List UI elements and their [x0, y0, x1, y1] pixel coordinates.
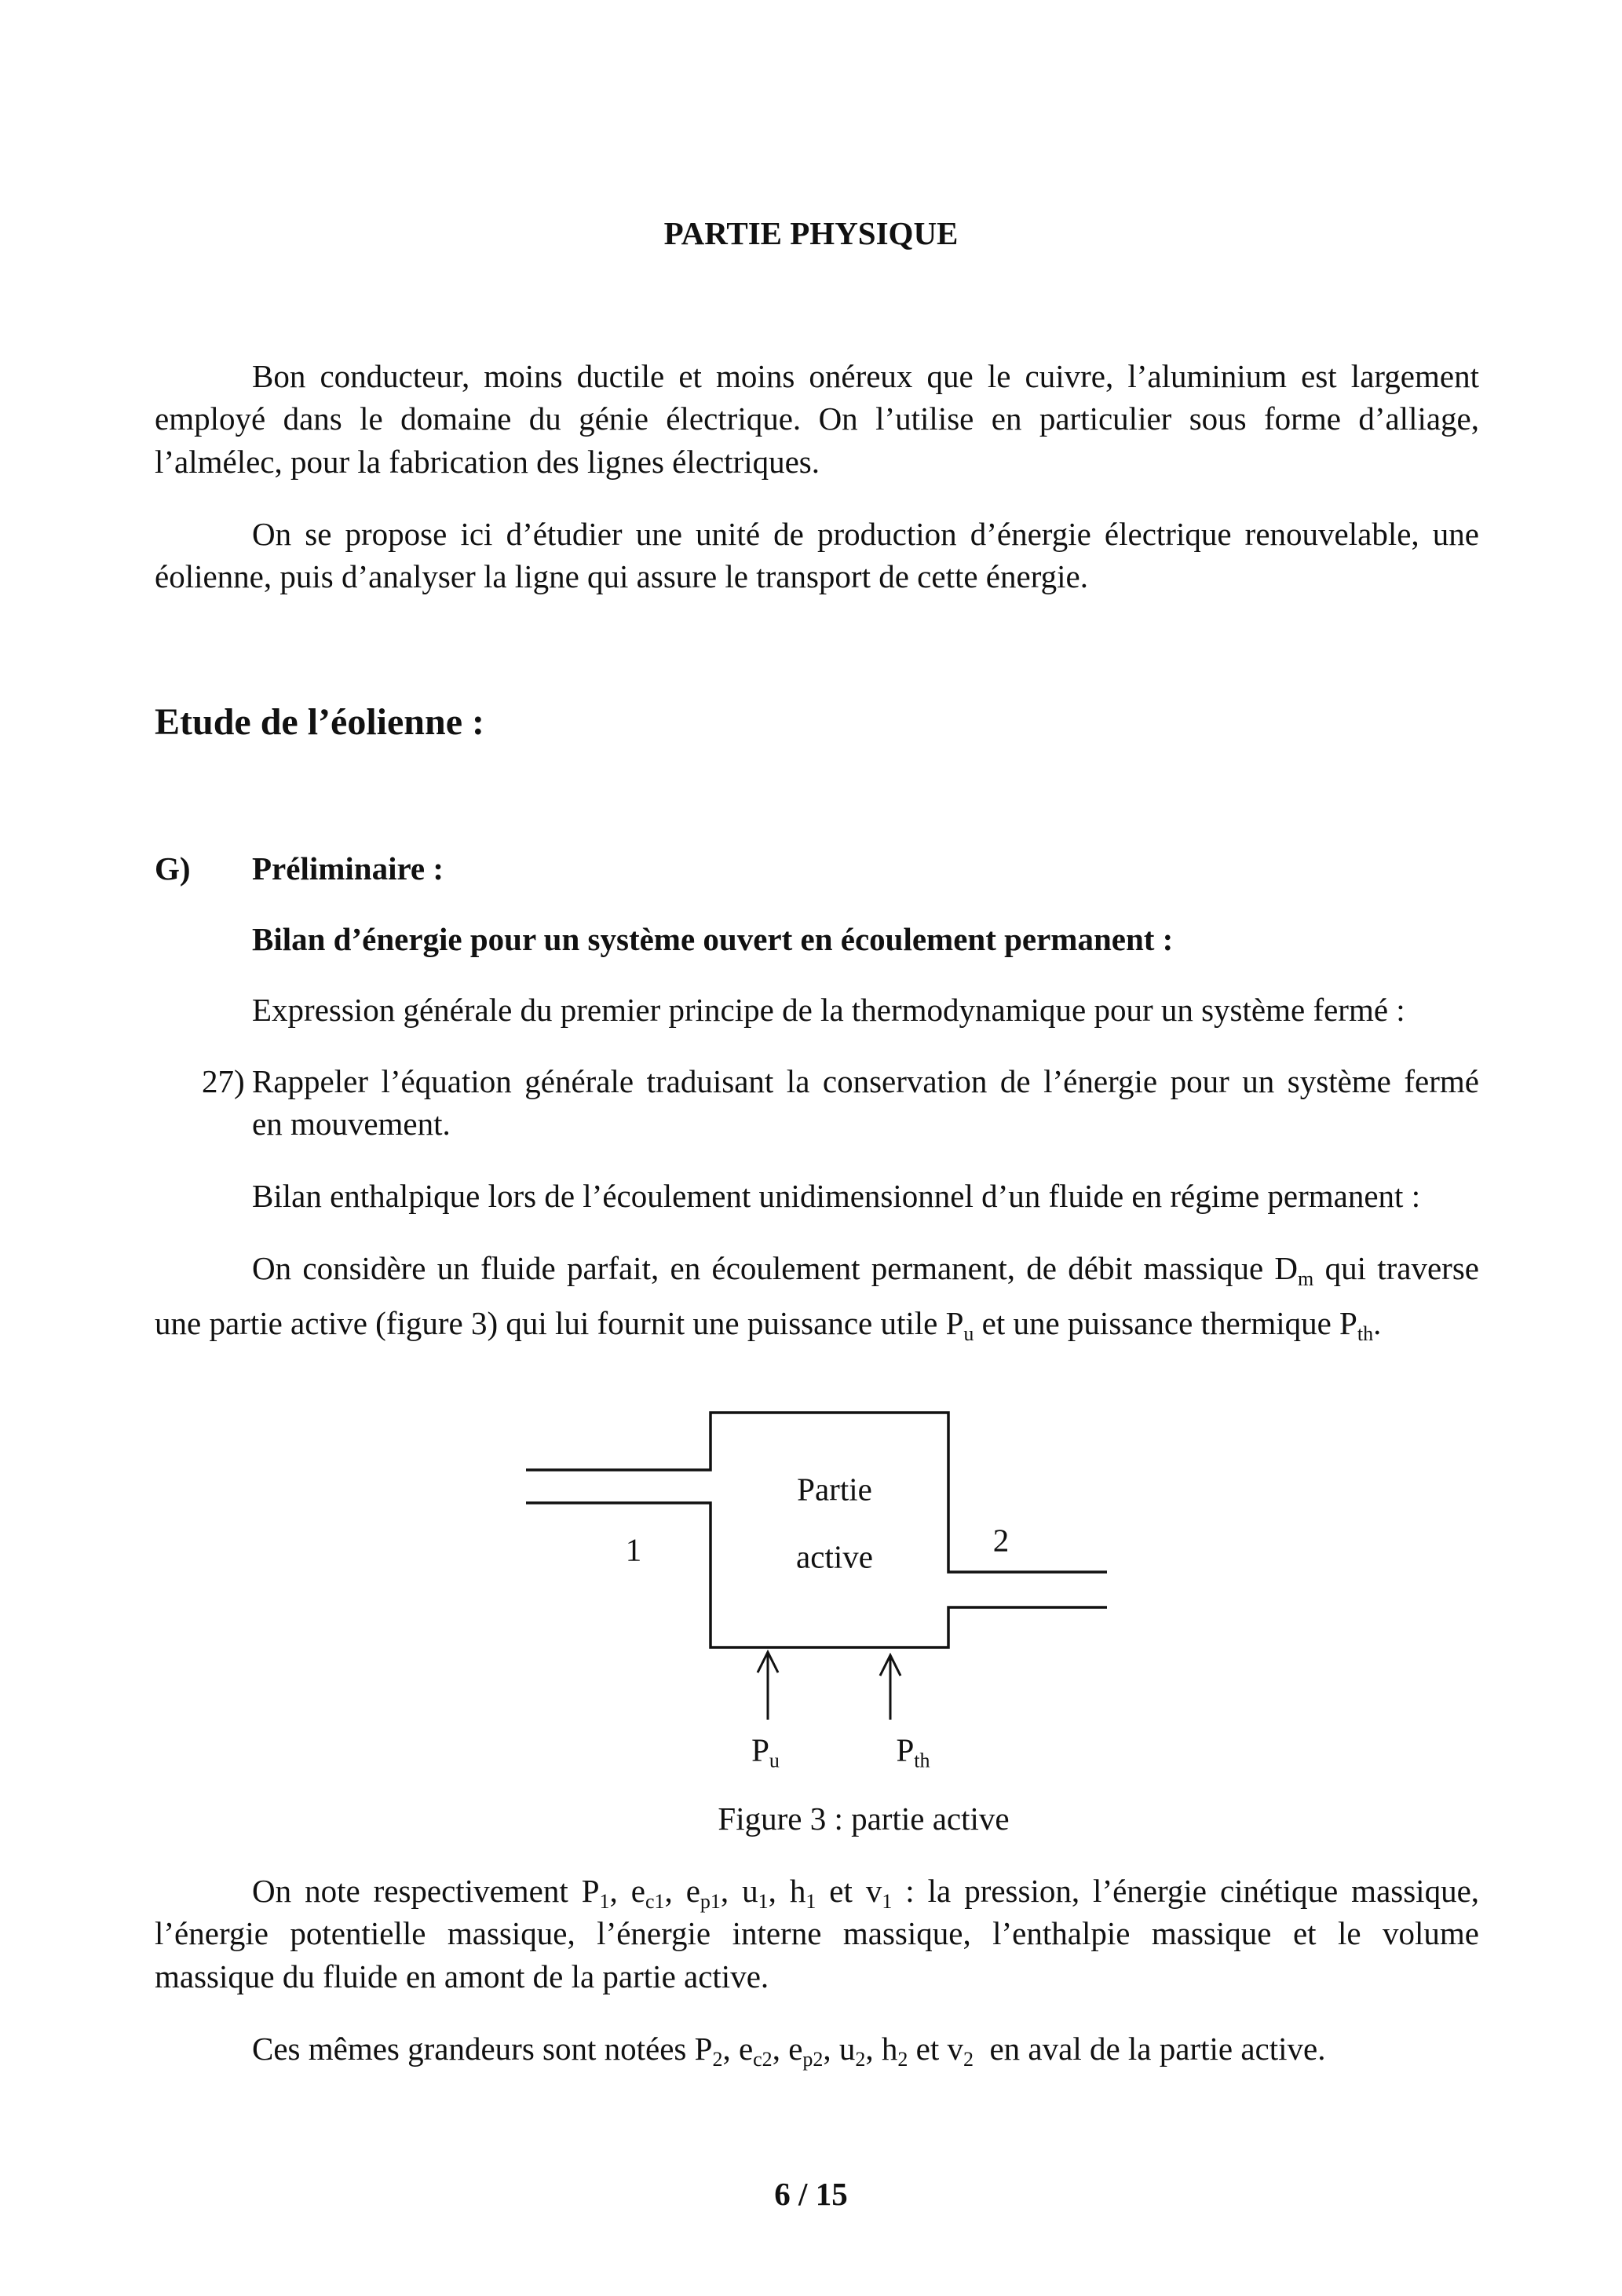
text: et v: [908, 2031, 963, 2067]
text: , u: [823, 2031, 856, 2067]
figure-caption: Figure 3 : partie active: [718, 1801, 1010, 1837]
text: P: [896, 1731, 915, 1768]
text: On note respectivement P: [252, 1873, 600, 1909]
text: , e: [609, 1873, 645, 1909]
subscript: u: [963, 1322, 974, 1345]
notes-line: massique du fluide en amont de la partie active.: [155, 1958, 769, 1994]
subscript: 1: [882, 1890, 893, 1913]
text: qui traverse: [1313, 1250, 1479, 1286]
subscript: 1: [599, 1890, 610, 1913]
part-title: Préliminaire :: [252, 850, 444, 887]
subscript: m: [1298, 1267, 1314, 1290]
part-letter: G): [155, 850, 191, 887]
text: et v: [816, 1873, 882, 1909]
text: Ces mêmes grandeurs sont notées P: [252, 2031, 713, 2067]
text: , e: [772, 2031, 803, 2067]
subscript: 1: [806, 1890, 816, 1913]
subscript: c1: [645, 1890, 665, 1913]
text: et une puissance thermique P: [974, 1305, 1357, 1341]
text: , e: [664, 1873, 700, 1909]
text: une partie active (figure 3) qui lui fournit une puissance utile P: [155, 1305, 964, 1341]
intro-line: On se propose ici d’étudier une unité de production d’énergie électrique renouvelable, une: [252, 516, 1479, 552]
subscript: 2: [855, 2048, 866, 2071]
subscript: th: [1357, 1322, 1374, 1345]
subscript: p2: [802, 2048, 824, 2071]
text: P: [751, 1731, 769, 1768]
question-line: en mouvement.: [252, 1106, 451, 1142]
question-number: 27): [202, 1063, 245, 1099]
page-number: 6 / 15: [774, 2176, 848, 2212]
subscript: u: [769, 1749, 780, 1772]
text: : la pression, l’énergie cinétique massique,: [892, 1873, 1480, 1909]
subscript: c2: [753, 2048, 773, 2071]
text: , h: [768, 1873, 806, 1909]
subscript: p1: [700, 1890, 721, 1913]
text: , u: [720, 1873, 758, 1909]
notes-line: l’énergie potentielle massique, l’énergie interne massique, l’enthalpie massique et le volume: [155, 1915, 1479, 1951]
pth-label: [896, 1731, 930, 1772]
outlet-label: 2: [992, 1522, 1010, 1559]
inlet-lower-wall: [526, 1503, 1107, 1647]
intro-line: l’almélec, pour la fabrication des lignes électriques.: [155, 444, 820, 480]
text: , e: [722, 2031, 754, 2067]
intro-line: éolienne, puis d’analyser la ligne qui assure le transport de cette énergie.: [155, 558, 1088, 594]
part-subtitle: Bilan d’énergie pour un système ouvert en écoulement permanent :: [252, 921, 1174, 957]
subscript: 2: [712, 2048, 723, 2071]
intro-line: Bon conducteur, moins ductile et moins onéreux que le cuivre, l’aluminium est largement: [252, 358, 1479, 394]
section-heading: Etude de l’éolienne :: [155, 701, 484, 743]
partie-active-outline: [526, 1413, 1107, 1647]
expression-text: Expression générale du premier principe de la thermodynamique pour un système fermé :: [252, 992, 1405, 1028]
bilan-text: Bilan enthalpique lors de l’écoulement unidimensionnel d’un fluide en régime permanent :: [252, 1178, 1421, 1214]
subscript: 2: [897, 2048, 908, 2071]
text: .: [1373, 1305, 1382, 1341]
inlet-label: 1: [625, 1531, 642, 1568]
box-label: active: [796, 1538, 873, 1575]
intro-line: employé dans le domaine du génie électrique. On l’utilise en particulier sous forme d’alliage,: [155, 400, 1479, 437]
text: , h: [865, 2031, 898, 2067]
text: On considère un fluide parfait, en écoulement permanent, de débit massique D: [252, 1250, 1299, 1286]
subscript: 1: [758, 1890, 769, 1913]
box-label: Partie: [797, 1471, 872, 1508]
subscript: th: [914, 1749, 930, 1772]
question-line: Rappeler l’équation générale traduisant la conservation de l’énergie pour un système fermé: [252, 1063, 1479, 1099]
page-title: PARTIE PHYSIQUE: [663, 215, 959, 251]
subscript: 2: [963, 2048, 974, 2071]
pu-label: [751, 1731, 780, 1772]
text: en aval de la partie active.: [973, 2031, 1326, 2067]
notes-line: [252, 1869, 1479, 1913]
notes-line: [252, 2027, 1325, 2071]
